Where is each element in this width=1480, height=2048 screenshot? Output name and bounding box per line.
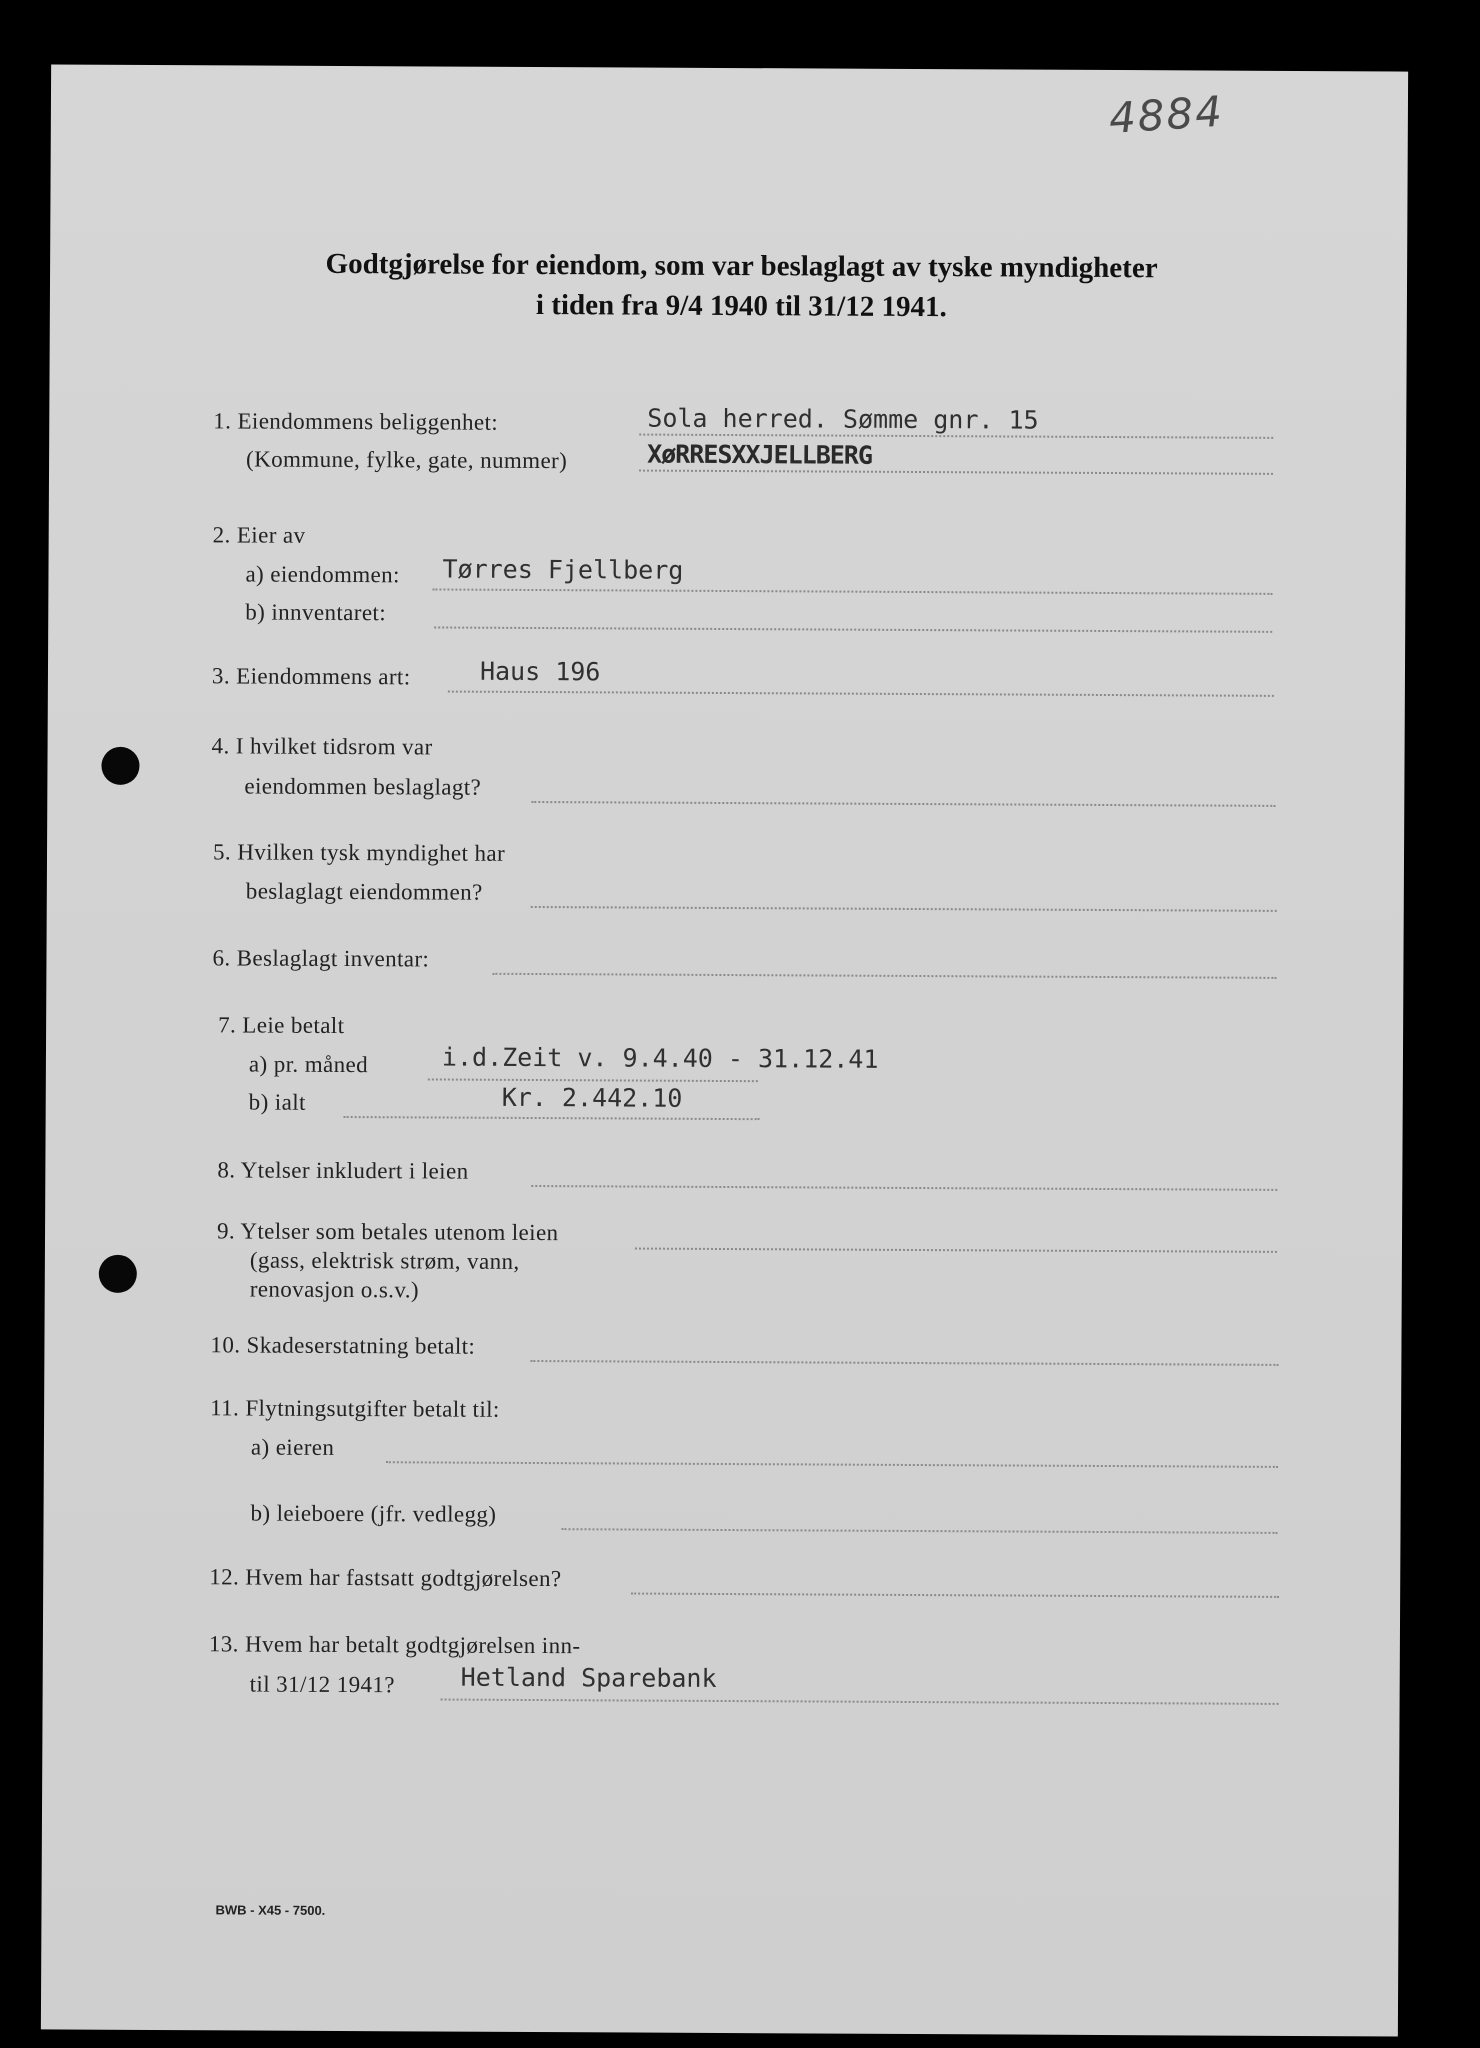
punch-hole-top	[101, 747, 139, 785]
q11b-label: b) leieboere (jfr. vedlegg)	[250, 1500, 497, 1527]
q5-sublabel: beslaglagt eiendommen?	[245, 878, 483, 905]
q3-value: Haus 196	[479, 656, 601, 687]
q13-sublabel: til 31/12 1941?	[249, 1671, 396, 1698]
q11b-line	[561, 1528, 1277, 1534]
form-title	[50, 242, 1407, 329]
q6-line	[492, 973, 1276, 979]
q2a-line	[432, 588, 1272, 594]
q4-sublabel: eiendommen beslaglagt?	[244, 773, 482, 800]
q13-line	[441, 1699, 1279, 1705]
q7a-value: i.d.Zeit v. 9.4.40 - 31.12.41	[441, 1042, 879, 1074]
title-line-1: Godtgjørelse for eiendom, som var beslaglagt av tyske myndigheter	[325, 247, 1158, 285]
form-page	[41, 64, 1408, 2036]
q7-label: 7. Leie betalt	[218, 1012, 345, 1039]
q6-label: 6. Beslaglagt inventar:	[212, 945, 430, 972]
q1-value-line-2-struck: XøRRESXXJELLBERG	[647, 439, 873, 470]
q7b-line	[344, 1116, 760, 1120]
q13-value: Hetland Sparebank	[460, 1662, 717, 1693]
q9-sublabel-1: (gass, elektrisk strøm, vann,	[249, 1247, 520, 1274]
punch-hole-bottom	[99, 1255, 137, 1293]
q1-label: 1. Eiendommens beliggenhet:	[213, 408, 499, 435]
q2-label: 2. Eier av	[212, 522, 306, 548]
q7a-line	[428, 1078, 758, 1082]
q2a-value: Tørres Fjellberg	[442, 554, 684, 585]
handwritten-number: 4884	[1107, 86, 1226, 143]
q10-label: 10. Skadeserstatning betalt:	[210, 1332, 476, 1359]
q2a-label: a) eiendommen:	[245, 561, 400, 588]
q10-line	[530, 1360, 1278, 1366]
q12-line	[631, 1593, 1279, 1598]
q9-sublabel-2: renovasjon o.s.v.)	[249, 1276, 420, 1303]
q7b-value: Kr. 2.442.10	[501, 1082, 683, 1113]
q5-label: 5. Hvilken tysk myndighet har	[212, 839, 506, 866]
title-line-2: i tiden fra 9/4 1940 til 31/12 1941.	[535, 289, 947, 324]
q12-label: 12. Hvem har fastsatt godtgjørelsen?	[209, 1564, 562, 1592]
q3-label: 3. Eiendommens art:	[211, 663, 411, 690]
q8-line	[531, 1185, 1277, 1191]
print-code: BWB - X45 - 7500.	[215, 1902, 326, 1918]
q11a-line	[386, 1461, 1278, 1468]
q11a-label: a) eieren	[250, 1434, 335, 1460]
q1-value-line-1: Sola herred. Sømme gnr. 15	[647, 403, 1039, 435]
q9-label: 9. Ytelser som betales utenom leien	[216, 1218, 559, 1246]
q7b-label: b) ialt	[248, 1089, 306, 1115]
q5-line	[531, 906, 1277, 912]
q7a-label: a) pr. måned	[248, 1051, 369, 1078]
q1-sublabel: (Kommune, fylke, gate, nummer)	[246, 446, 568, 474]
q8-label: 8. Ytelser inkludert i leien	[217, 1157, 469, 1184]
q4-line	[531, 801, 1275, 807]
q1-line-1	[639, 434, 1273, 439]
q11-label: 11. Flytningsutgifter betalt til:	[210, 1395, 500, 1422]
q13-label: 13. Hvem har betalt godtgjørelsen inn-	[208, 1631, 581, 1659]
q4-label: 4. I hvilket tidsrom var	[211, 733, 433, 760]
q3-line	[448, 691, 1274, 697]
q1-line-2	[639, 470, 1273, 475]
q2b-label: b) innventaret:	[245, 599, 387, 626]
q9-line	[635, 1248, 1277, 1253]
q2b-line	[434, 626, 1272, 632]
